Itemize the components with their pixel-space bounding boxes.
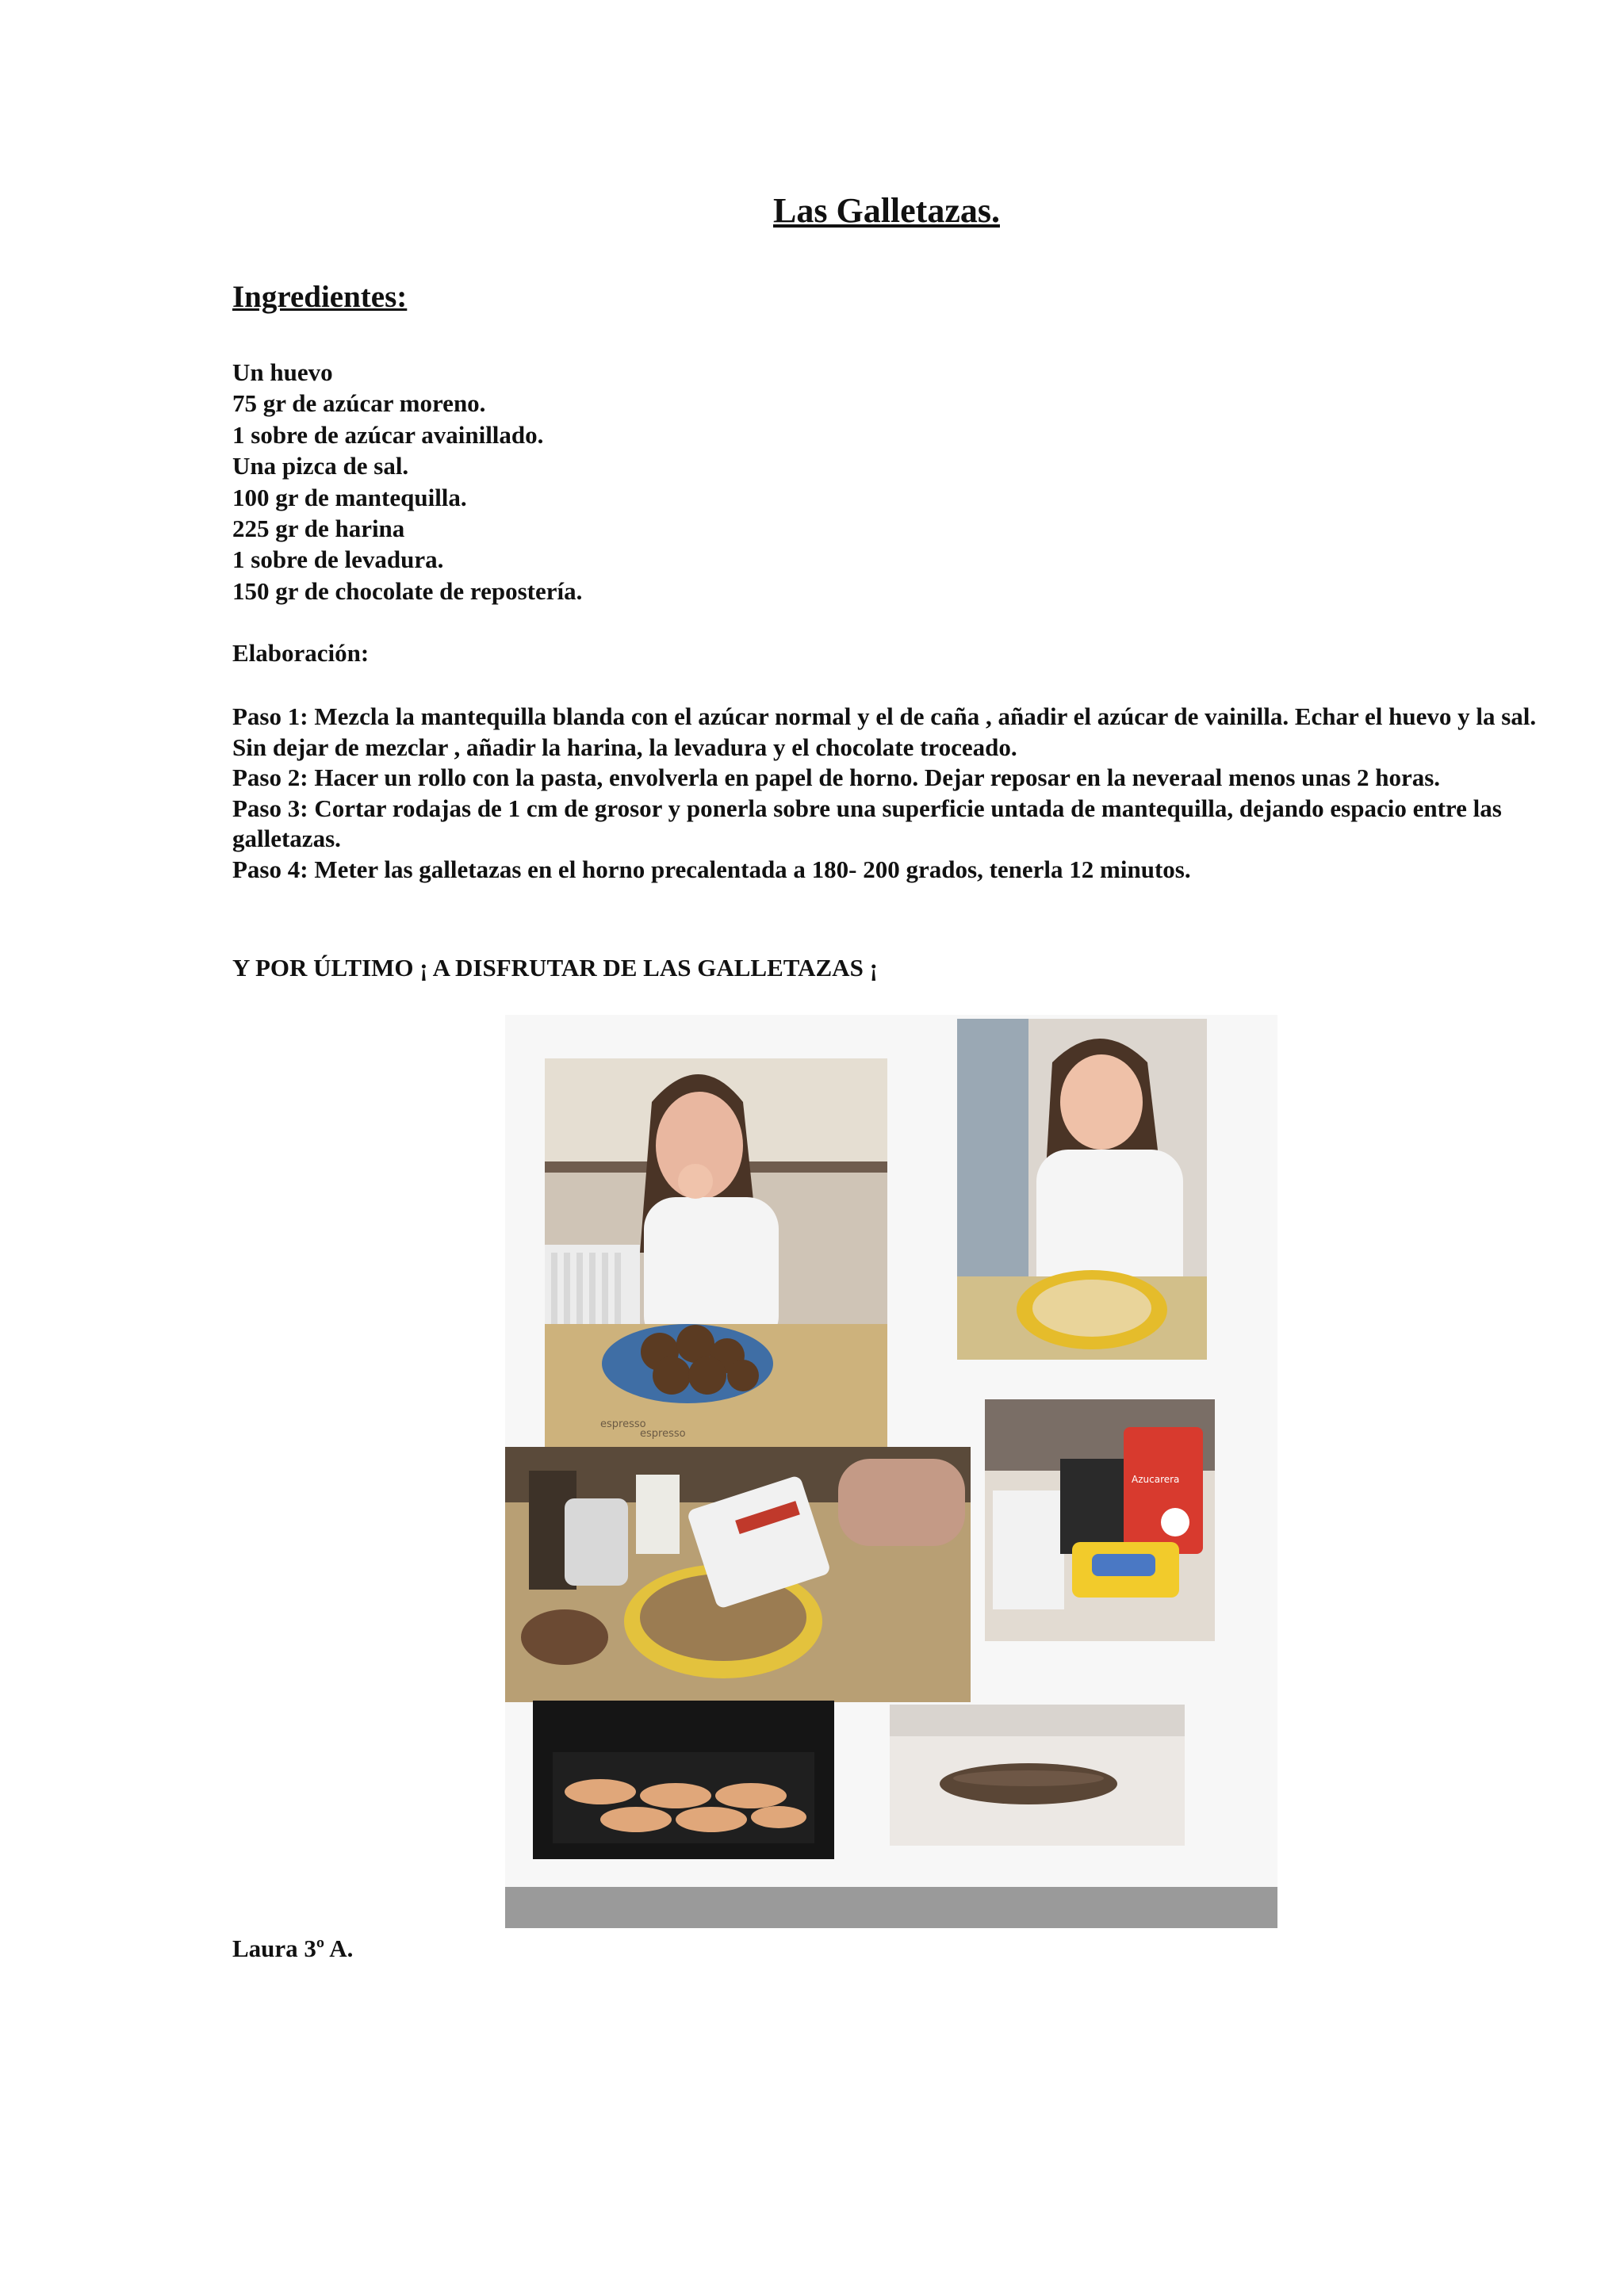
collage-logo-text: espresso [600, 1418, 646, 1430]
collage-logo-text: Azucarera [1132, 1474, 1180, 1485]
ingredients-heading: Ingredientes: [232, 280, 408, 314]
step-item: Paso 3: Cortar rodajas de 1 cm de grosor y ponerla sobre una superficie untada de mantequilla, dejando espacio entre las galletazas. [232, 794, 1502, 853]
closing-line: Y POR ÚLTIMO ¡ A DISFRUTAR DE LAS GALLETAZAS ¡ [232, 954, 878, 982]
ingredient-item: 1 sobre de azúcar avainillado. [232, 420, 544, 449]
ingredient-item: 150 gr de chocolate de repostería. [232, 576, 583, 605]
photo-ingredients [985, 1399, 1215, 1641]
steps-list [232, 702, 1565, 886]
ingredient-item: 225 gr de harina [232, 515, 405, 543]
photo-collage [505, 1015, 1277, 1928]
photo-dough-log [890, 1705, 1185, 1846]
step-item: Paso 1: Mezcla la mantequilla blanda con el azúcar normal y el de caña , añadir el azúcar de vainilla. Echar el huevo y la sal. Sin dejar de mezclar , añadir la harina, la levadura y el chocolate troceado. [232, 702, 1537, 761]
photo-cookies-in-oven [533, 1701, 834, 1859]
ingredient-item: Una pizca de sal. [232, 452, 409, 480]
photo-girl-eating-cookie [545, 1058, 887, 1447]
ingredient-item: Un huevo [232, 358, 333, 386]
document-title: Las Galletazas. [773, 191, 1000, 230]
photo-girl-mixing [957, 1019, 1207, 1360]
collage-bottom-strip [505, 1887, 1277, 1928]
collage-logo-text: espresso [640, 1428, 686, 1440]
ingredients-list [232, 357, 582, 607]
ingredient-item: 100 gr de mantequilla. [232, 483, 467, 511]
step-item: Paso 2: Hacer un rollo con la pasta, envolverla en papel de horno. Dejar reposar en la neveraal menos unas 2 horas. [232, 763, 1441, 792]
method-heading: Elaboración: [232, 639, 370, 667]
ingredient-item: 75 gr de azúcar moreno. [232, 389, 486, 418]
author-signature: Laura 3º A. [232, 1934, 354, 1962]
step-item: Paso 4: Meter las galletazas en el horno precalentada a 180- 200 grados, tenerla 12 minutos. [232, 855, 1191, 883]
ingredient-item: 1 sobre de levadura. [232, 545, 444, 574]
photo-adding-flour [505, 1447, 971, 1702]
